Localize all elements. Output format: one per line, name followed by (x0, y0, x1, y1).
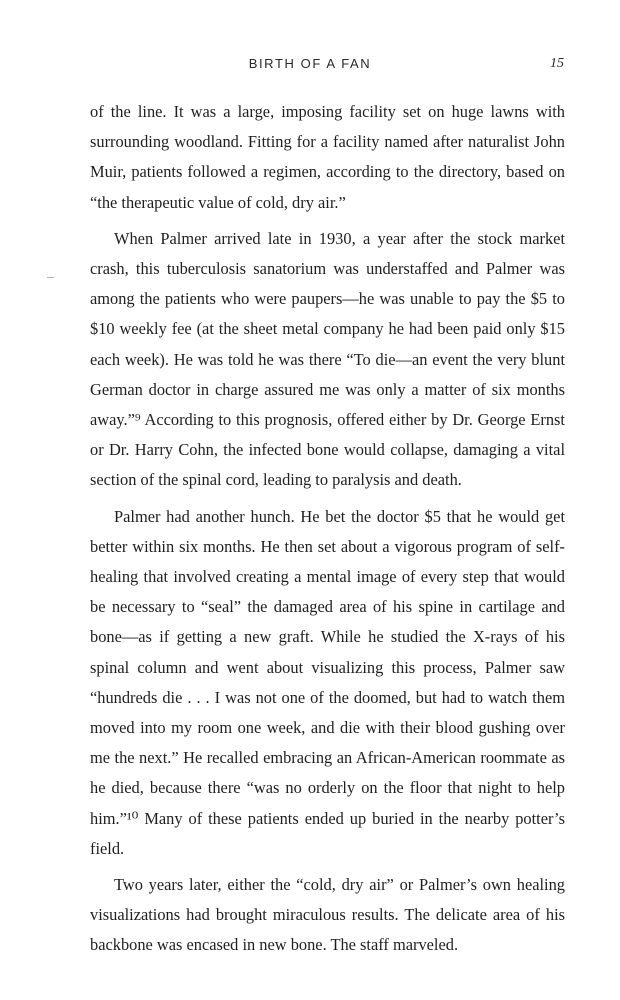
running-header (0, 54, 620, 74)
running-title: BIRTH OF A FAN (248, 56, 372, 71)
page-number: 15 (550, 56, 564, 71)
paragraph-continuation: of the line. It was a large, imposing facility set on huge lawns with surrounding woodland. Fitting for a facility named after naturalist John Muir, patients followed a regimen, according to the directory, based on “the therapeutic value of cold, dry air.” (90, 102, 565, 212)
body-text (90, 97, 565, 967)
margin-mark (47, 277, 54, 278)
paragraph: Two years later, either the “cold, dry air” or Palmer’s own healing visualizations had brought miraculous results. The delicate area of his backbone was encased in new bone. The staff marveled. (90, 875, 565, 955)
paragraph: Palmer had another hunch. He bet the doctor $5 that he would get better within six months. He then set about a vigorous program of self-healing that involved creating a mental image of every step that would be necessary to “seal” the damaged area of his spine in cartilage and bone—as if getting a new graft. While he studied the X-rays of his spinal column and went about visualizing this process, Palmer saw “hundreds die . . . I was not one of the doomed, but had to watch them moved into my room one week, and die with their blood gushing over me the next.” He recalled embracing an African-American roommate as he died, because there “was no orderly on the floor that night to help him.”¹⁰ Many of these patients ended up buried in the nearby potter’s field. (90, 506, 565, 858)
paragraph: When Palmer arrived late in 1930, a year after the stock market crash, this tuberculosis sanatorium was understaffed and Palmer was among the patients who were paupers—he was unable to pay the $5 to $10 weekly fee (at the sheet metal company he had been paid only $15 each week). He was told he was there “To die—an event the very blunt German doctor in charge assured me was only a matter of six months away.”⁹ According to this prognosis, offered either by Dr. George Ernst or Dr. Harry Cohn, the infected bone would collapse, damaging a vital section of the spinal cord, leading to paralysis and death. (90, 228, 565, 490)
